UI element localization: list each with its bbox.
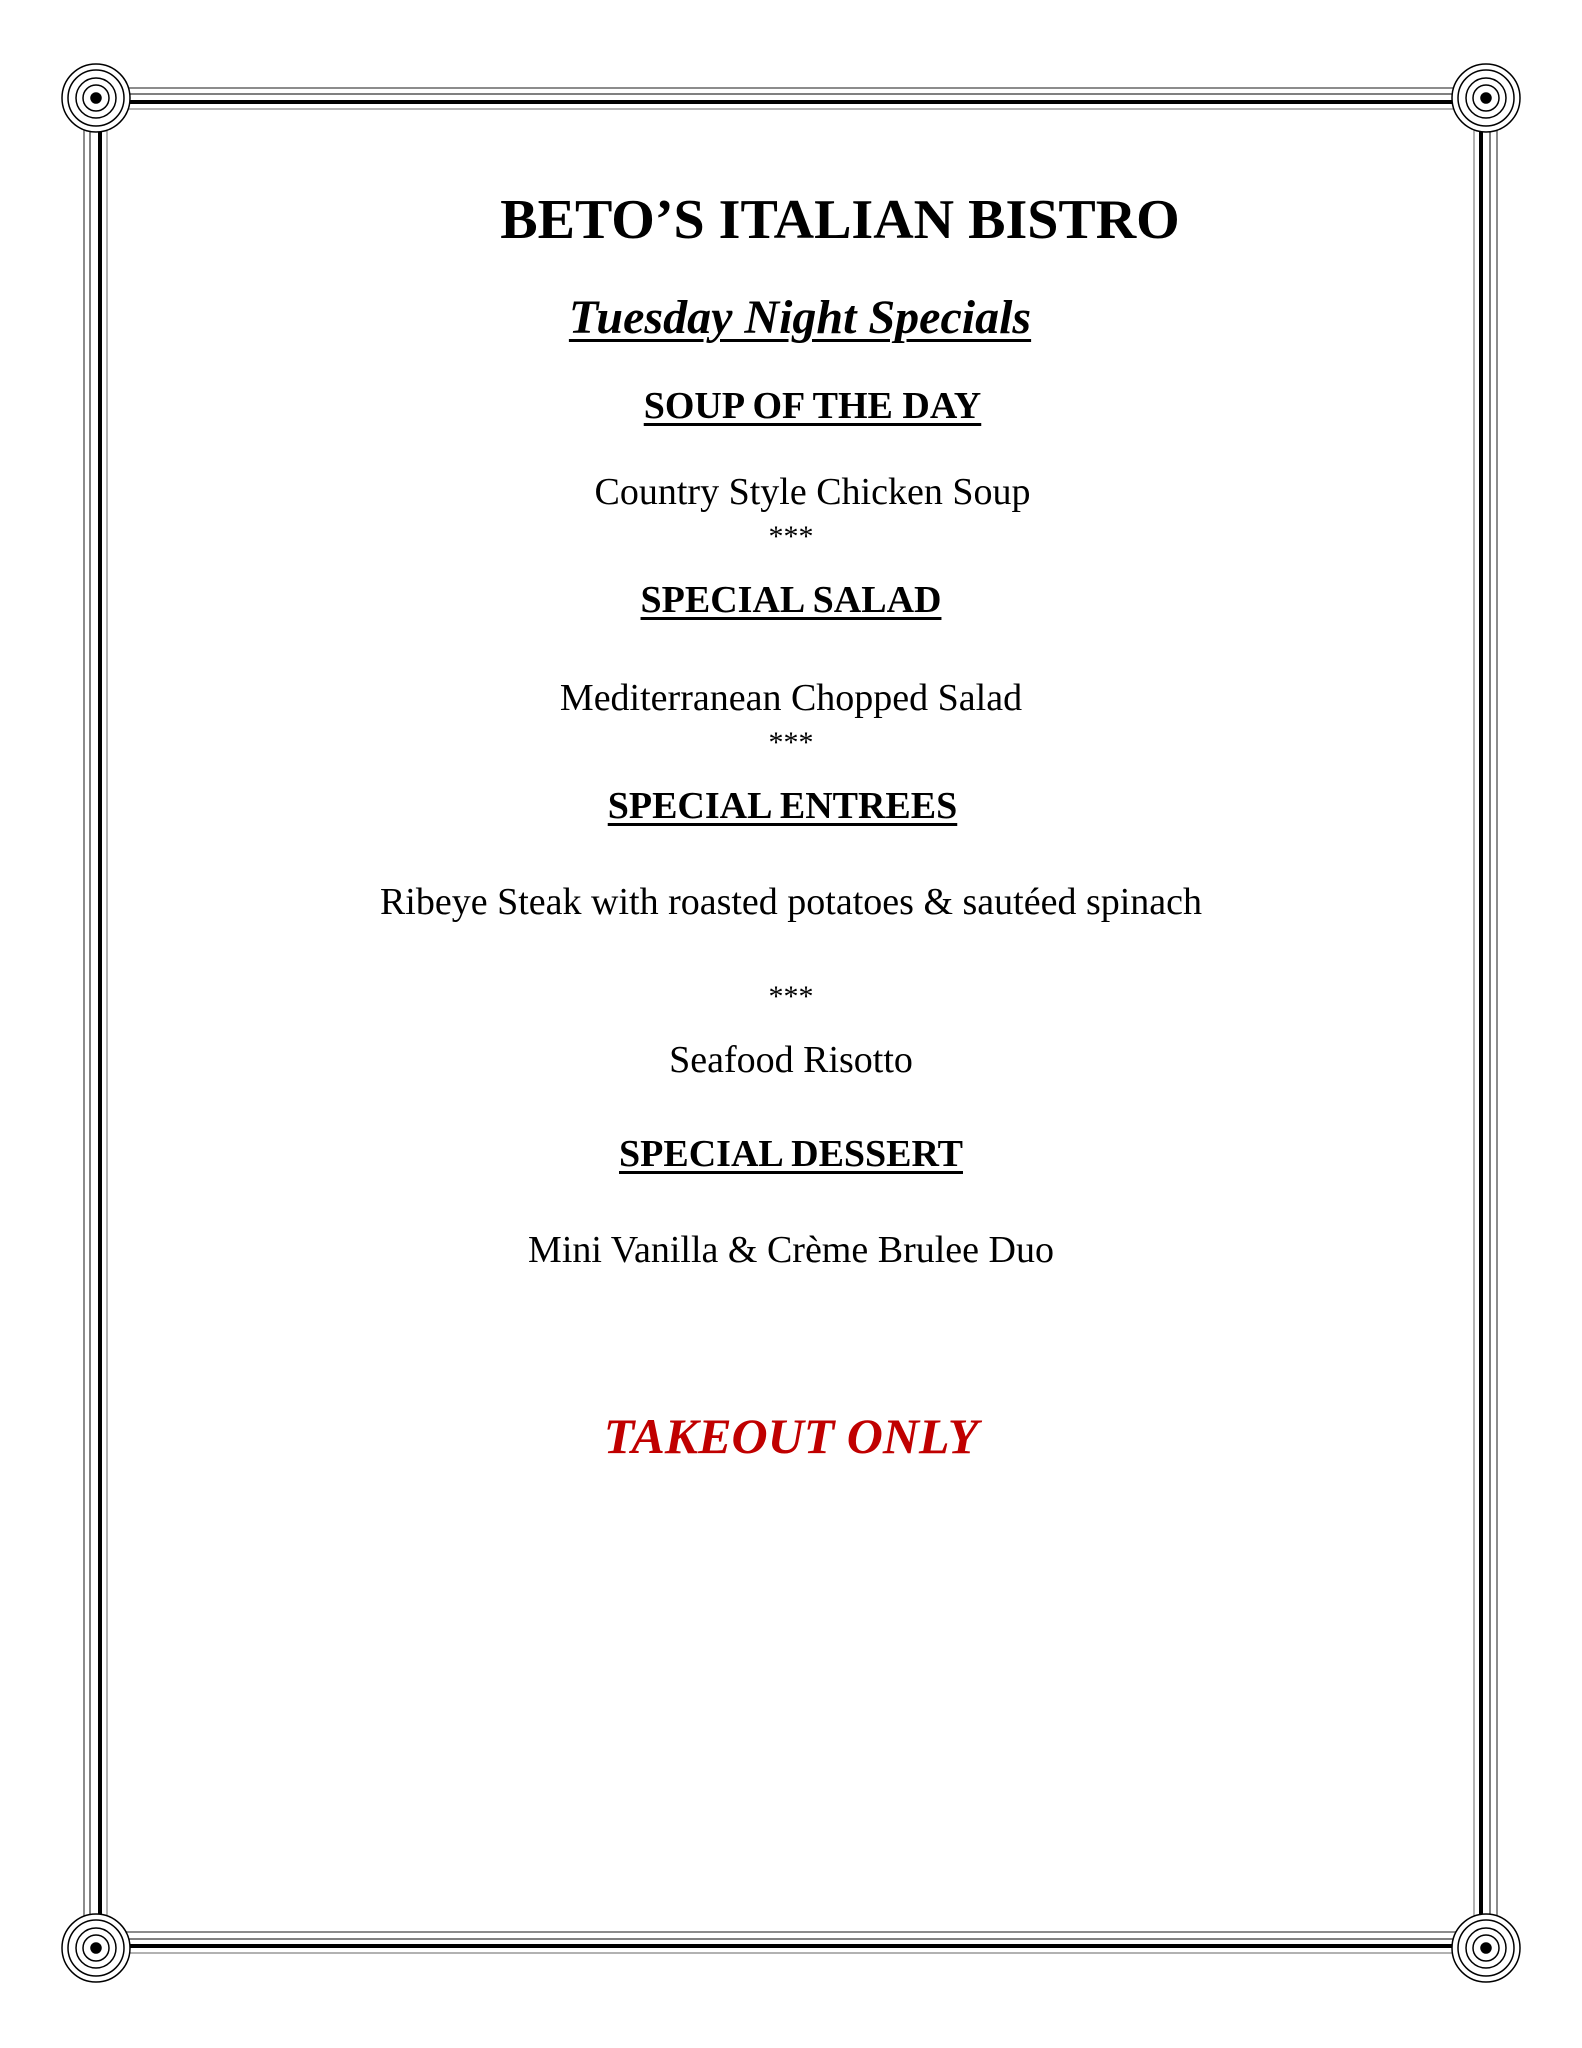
takeout-notice: TAKEOUT ONLY [603, 1408, 979, 1464]
entrees-separator: *** [768, 980, 814, 1013]
restaurant-name: BETO’S ITALIAN BISTRO [500, 189, 1180, 251]
entree-item: Ribeye Steak with roasted potatoes & sautéed spinach [379, 881, 1203, 923]
salad-separator: *** [768, 726, 814, 759]
dessert-heading: SPECIAL DESSERT [619, 1133, 963, 1175]
menu-subtitle: Tuesday Night Specials [568, 291, 1032, 344]
dessert-item: Mini Vanilla & Crème Brulee Duo [528, 1229, 1054, 1271]
entree-item: Seafood Risotto [669, 1039, 913, 1081]
salad-heading: SPECIAL SALAD [640, 579, 942, 621]
corner-ornaments [62, 64, 1520, 1982]
salad-item: Mediterranean Chopped Salad [559, 677, 1023, 719]
soup-heading: SOUP OF THE DAY [643, 385, 982, 427]
entrees-heading: SPECIAL ENTREES [607, 785, 958, 827]
soup-separator: *** [768, 520, 814, 553]
soup-item: Country Style Chicken Soup [594, 471, 1031, 513]
